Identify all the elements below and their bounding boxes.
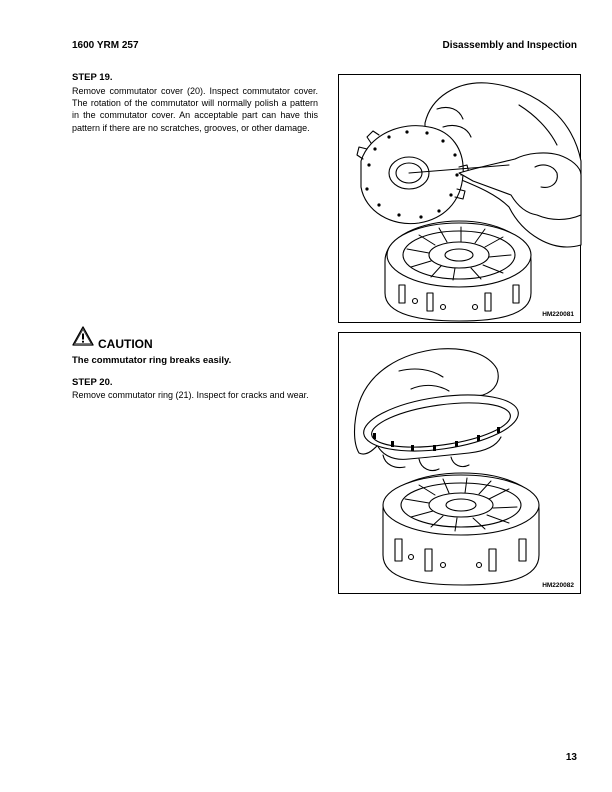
page-number: 13 <box>565 752 577 763</box>
header-section-title: Disassembly and Inspection <box>442 40 577 51</box>
step-19-title: STEP 19. <box>72 72 113 83</box>
caution-label: CAUTION <box>98 337 153 351</box>
step-19-text: Remove commutator cover (20). Inspect commutator cover. The rotation of the commutator will normally polish a pattern in the commutator cover. An acceptable part can have this pattern if there are no scratches, grooves, or other damage. <box>72 86 318 133</box>
figure-code: HM220082 <box>542 582 574 589</box>
header-document-code: 1600 YRM 257 <box>72 40 139 51</box>
caution-text: The commutator ring breaks easily. <box>72 355 232 366</box>
figure-code: HM220081 <box>542 311 574 318</box>
figure-commutator-ring <box>338 332 581 594</box>
commutator-cover-illustration <box>339 75 582 324</box>
step-20-title: STEP 20. <box>72 377 113 388</box>
caution-heading <box>72 327 153 351</box>
warning-triangle-icon <box>72 326 94 351</box>
figure-commutator-cover <box>338 74 581 323</box>
commutator-ring-illustration <box>339 333 582 595</box>
step-20-text: Remove commutator ring (21). Inspect for cracks and wear. <box>72 390 309 400</box>
